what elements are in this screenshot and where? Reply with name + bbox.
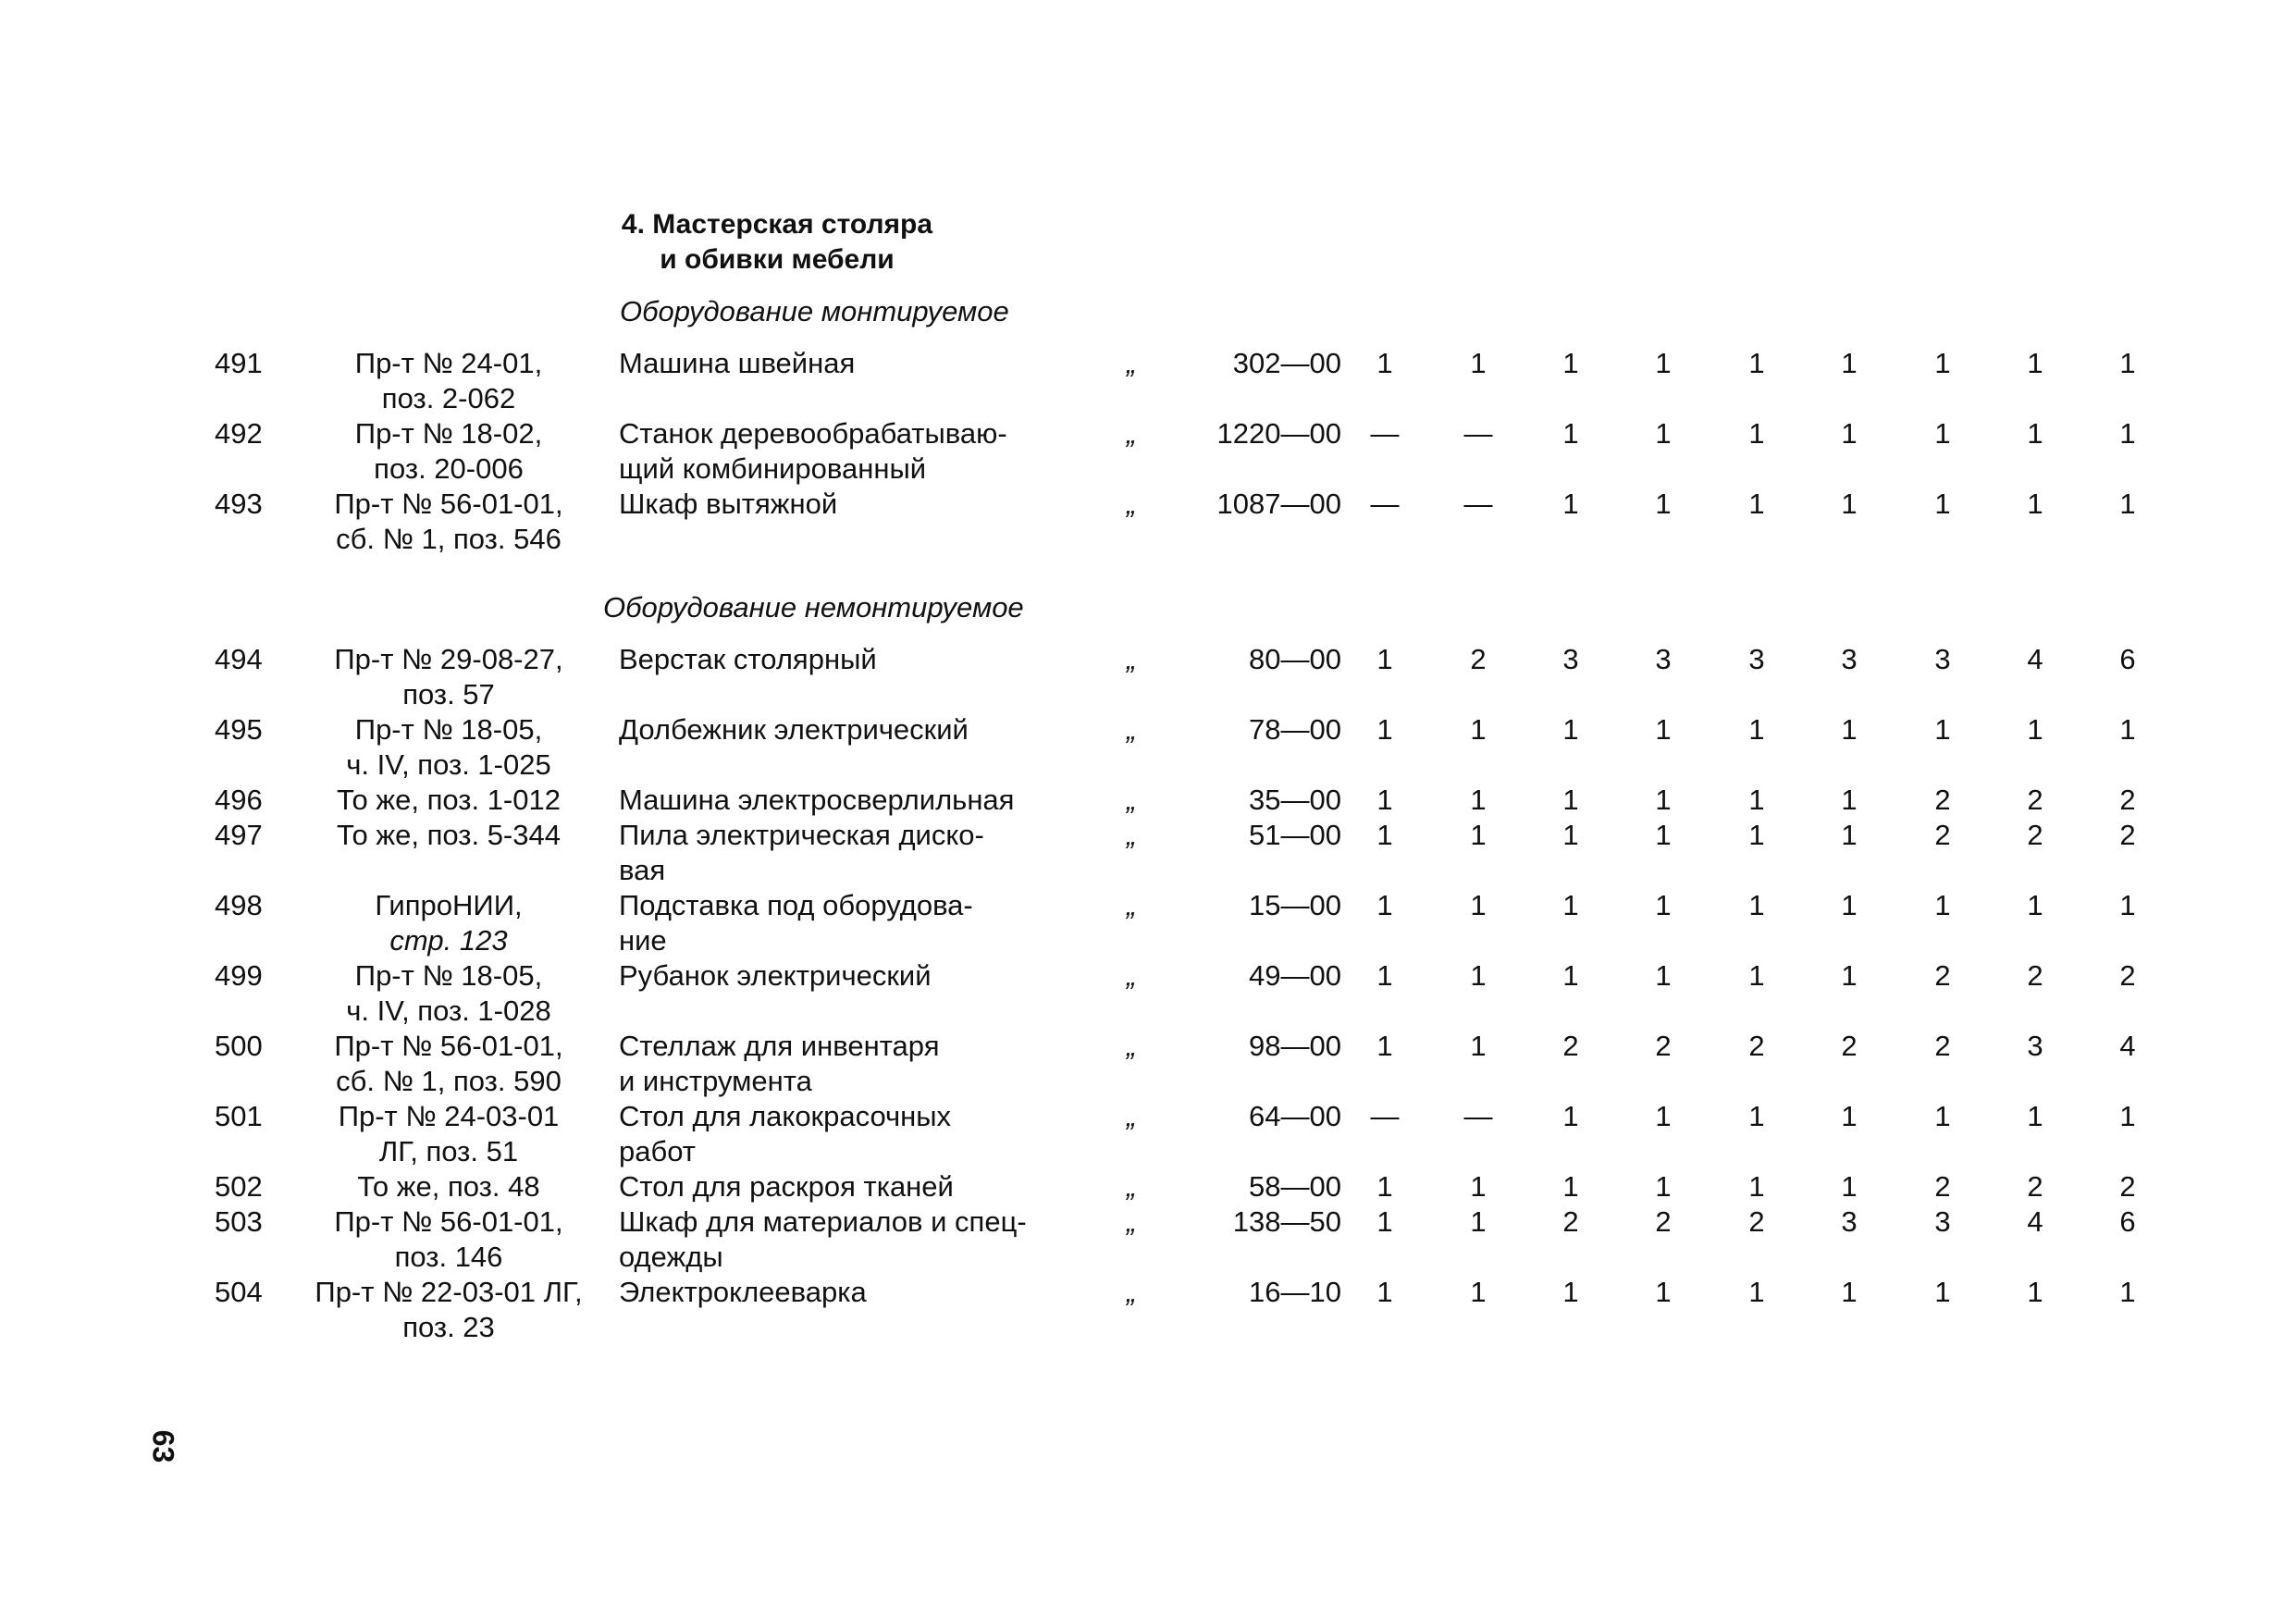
name-line: работ xyxy=(619,1135,696,1167)
row-quantity: — xyxy=(1370,1100,1400,1132)
row-reference xyxy=(296,1204,601,1275)
table-row xyxy=(0,958,2296,1029)
reference-line: Пр-т № 24-01, xyxy=(354,347,543,379)
row-reference xyxy=(296,712,601,783)
reference-line: Пр-т № 29-08-27, xyxy=(334,643,563,675)
reference-line: стр. 123 xyxy=(389,924,508,957)
row-quantity: 2 xyxy=(2027,1170,2043,1203)
row-quantity: 1 xyxy=(1562,889,1579,921)
row-quantity: 1 xyxy=(1748,1276,1765,1308)
row-quantity: 1 xyxy=(1562,784,1579,816)
row-quantity: 1 xyxy=(1655,959,1672,992)
name-line: Стол для лакокрасочных xyxy=(619,1100,952,1132)
table-row xyxy=(0,487,2296,557)
row-name xyxy=(619,416,1063,487)
row-quantity: 3 xyxy=(1562,643,1579,675)
reference-line: сб. № 1, поз. 546 xyxy=(336,523,562,555)
row-quantity: 2 xyxy=(1934,784,1951,816)
name-line: Станок деревообрабатываю- xyxy=(619,417,1007,450)
row-quantity: 2 xyxy=(1470,643,1487,675)
row-number: 501 xyxy=(215,1100,263,1132)
row-quantity: 1 xyxy=(1934,417,1951,450)
name-line: одежды xyxy=(619,1241,723,1273)
row-quantity: 2 xyxy=(1562,1030,1579,1062)
row-quantity: 2 xyxy=(1934,959,1951,992)
row-quantity: 1 xyxy=(1748,1100,1765,1132)
row-quantity: 1 xyxy=(1376,889,1393,921)
row-quantity: 1 xyxy=(1934,1100,1951,1132)
name-line: Рубанок электрический xyxy=(619,959,932,992)
row-quantity: 1 xyxy=(1470,889,1487,921)
row-quantity: 1 xyxy=(1655,347,1672,379)
row-quantity: 1 xyxy=(1841,1100,1858,1132)
row-quantity: 1 xyxy=(1376,713,1393,746)
row-reference xyxy=(296,642,601,712)
reference-line: Пр-т № 18-02, xyxy=(354,417,543,450)
row-reference xyxy=(296,487,601,557)
row-price: 1087—00 xyxy=(1216,488,1341,520)
row-reference xyxy=(296,818,601,853)
row-quantity: 1 xyxy=(1376,1276,1393,1308)
row-name xyxy=(619,642,1063,677)
row-name xyxy=(619,783,1063,818)
reference-line: поз. 23 xyxy=(402,1311,495,1343)
row-unit-mark: „ xyxy=(1126,1030,1137,1062)
row-quantity: — xyxy=(1463,1100,1493,1132)
row-quantity: 1 xyxy=(1376,643,1393,675)
row-unit-mark: „ xyxy=(1126,1205,1137,1238)
table-row xyxy=(0,712,2296,783)
row-reference xyxy=(296,346,601,416)
row-quantity: 3 xyxy=(1934,643,1951,675)
name-line: Шкаф для материалов и спец- xyxy=(619,1205,1027,1238)
row-quantity: 3 xyxy=(1748,643,1765,675)
row-quantity: 1 xyxy=(2119,417,2136,450)
row-reference xyxy=(296,783,601,818)
row-quantity: 1 xyxy=(1562,1170,1579,1203)
row-quantity: 1 xyxy=(1376,819,1393,851)
row-quantity: 1 xyxy=(1748,1170,1765,1203)
row-name xyxy=(619,888,1063,958)
row-quantity: 2 xyxy=(1748,1030,1765,1062)
table-row xyxy=(0,1275,2296,1345)
row-quantity: 1 xyxy=(1841,784,1858,816)
row-quantity: 1 xyxy=(1562,347,1579,379)
row-reference xyxy=(296,1275,601,1345)
row-quantity: 1 xyxy=(2119,713,2136,746)
row-name xyxy=(619,818,1063,888)
row-quantity: 2 xyxy=(2027,784,2043,816)
row-quantity: 1 xyxy=(1655,488,1672,520)
row-quantity: 4 xyxy=(2027,1205,2043,1238)
row-quantity: 1 xyxy=(2119,488,2136,520)
row-unit-mark: „ xyxy=(1126,417,1137,450)
row-quantity: 1 xyxy=(2119,889,2136,921)
row-quantity: 1 xyxy=(1562,713,1579,746)
row-unit-mark: „ xyxy=(1126,713,1137,746)
row-reference xyxy=(296,888,601,958)
row-name xyxy=(619,1029,1063,1099)
row-price: 58—00 xyxy=(1249,1170,1341,1203)
row-price: 49—00 xyxy=(1249,959,1341,992)
reference-line: ч. IV, поз. 1-025 xyxy=(346,748,551,781)
row-price: 64—00 xyxy=(1249,1100,1341,1132)
row-quantity: 1 xyxy=(1841,713,1858,746)
row-quantity: 1 xyxy=(1934,713,1951,746)
reference-line: То же, поз. 5-344 xyxy=(337,819,561,851)
row-number: 499 xyxy=(215,959,263,992)
row-name xyxy=(619,1169,1063,1204)
row-unit-mark: „ xyxy=(1126,784,1137,816)
row-price: 302—00 xyxy=(1232,347,1341,379)
row-quantity: 1 xyxy=(1841,1170,1858,1203)
row-quantity: 1 xyxy=(1562,819,1579,851)
row-reference xyxy=(296,1169,601,1204)
row-number: 497 xyxy=(215,819,263,851)
row-name xyxy=(619,487,1063,522)
row-quantity: 3 xyxy=(1841,643,1858,675)
reference-line: ГипроНИИ, xyxy=(375,889,523,921)
row-quantity: 1 xyxy=(2027,1276,2043,1308)
row-quantity: 1 xyxy=(1470,713,1487,746)
row-unit-mark: „ xyxy=(1126,959,1137,992)
row-price: 78—00 xyxy=(1249,713,1341,746)
row-quantity: 1 xyxy=(1934,889,1951,921)
row-quantity: 1 xyxy=(1748,819,1765,851)
row-number: 504 xyxy=(215,1276,263,1308)
name-line: ние xyxy=(619,924,667,957)
table-row xyxy=(0,1029,2296,1099)
row-price: 80—00 xyxy=(1249,643,1341,675)
row-reference xyxy=(296,1029,601,1099)
name-line: Подставка под оборудова- xyxy=(619,889,973,921)
row-quantity: 1 xyxy=(1655,417,1672,450)
row-price: 16—10 xyxy=(1249,1276,1341,1308)
row-quantity: 1 xyxy=(1748,488,1765,520)
row-quantity: 1 xyxy=(1470,347,1487,379)
row-quantity: 1 xyxy=(1748,347,1765,379)
row-quantity: 1 xyxy=(1562,1276,1579,1308)
row-name xyxy=(619,346,1063,381)
row-quantity: 2 xyxy=(2119,784,2136,816)
reference-line: поз. 146 xyxy=(394,1241,503,1273)
row-unit-mark: „ xyxy=(1126,488,1137,520)
row-number: 492 xyxy=(215,417,263,450)
table-row xyxy=(0,346,2296,416)
row-quantity: 1 xyxy=(1841,1276,1858,1308)
row-quantity: 1 xyxy=(1841,889,1858,921)
row-quantity: 1 xyxy=(1655,889,1672,921)
reference-line: То же, поз. 1-012 xyxy=(337,784,561,816)
name-line: Долбежник электрический xyxy=(619,713,969,746)
row-quantity: 1 xyxy=(1748,959,1765,992)
group-heading-unmounted: Оборудование немонтируемое xyxy=(603,591,1024,624)
row-quantity: 3 xyxy=(1655,643,1672,675)
row-quantity: 1 xyxy=(1470,1276,1487,1308)
row-quantity: 2 xyxy=(1934,819,1951,851)
name-line: Машина электросверлильная xyxy=(619,784,1015,816)
row-number: 494 xyxy=(215,643,263,675)
page-number: 63 xyxy=(146,1429,180,1464)
row-quantity: 1 xyxy=(1841,488,1858,520)
table-row xyxy=(0,642,2296,712)
row-price: 51—00 xyxy=(1249,819,1341,851)
row-quantity: 2 xyxy=(2027,819,2043,851)
name-line: Стол для раскроя тканей xyxy=(619,1170,954,1203)
row-quantity: 3 xyxy=(2027,1030,2043,1062)
name-line: и инструмента xyxy=(619,1065,812,1097)
row-quantity: 1 xyxy=(1376,784,1393,816)
row-quantity: 1 xyxy=(1562,488,1579,520)
reference-line: поз. 57 xyxy=(402,678,495,710)
row-quantity: 1 xyxy=(1841,819,1858,851)
name-line: Машина швейная xyxy=(619,347,856,379)
row-unit-mark: „ xyxy=(1126,1170,1137,1203)
table-row xyxy=(0,1099,2296,1169)
row-number: 503 xyxy=(215,1205,263,1238)
table-row xyxy=(0,888,2296,958)
row-quantity: 1 xyxy=(1376,1205,1393,1238)
name-line: Шкаф вытяжной xyxy=(619,488,838,520)
row-number: 496 xyxy=(215,784,263,816)
group-heading-mounted: Оборудование монтируемое xyxy=(620,295,1009,327)
row-quantity: 1 xyxy=(1655,1276,1672,1308)
row-quantity: 2 xyxy=(1748,1205,1765,1238)
row-quantity: 1 xyxy=(2027,889,2043,921)
row-quantity: 2 xyxy=(1934,1030,1951,1062)
row-name xyxy=(619,1275,1063,1310)
row-quantity: — xyxy=(1463,417,1493,450)
row-name xyxy=(619,1204,1063,1275)
row-quantity: 1 xyxy=(1655,1100,1672,1132)
row-unit-mark: „ xyxy=(1126,819,1137,851)
row-quantity: 6 xyxy=(2119,1205,2136,1238)
row-quantity: — xyxy=(1463,488,1493,520)
row-quantity: 1 xyxy=(1470,959,1487,992)
row-quantity: 1 xyxy=(2027,347,2043,379)
row-unit-mark: „ xyxy=(1126,1100,1137,1132)
row-quantity: 1 xyxy=(1470,1030,1487,1062)
row-quantity: — xyxy=(1370,488,1400,520)
row-price: 35—00 xyxy=(1249,784,1341,816)
row-number: 500 xyxy=(215,1030,263,1062)
row-quantity: 1 xyxy=(1470,1205,1487,1238)
row-quantity: 1 xyxy=(1376,347,1393,379)
reference-line: сб. № 1, поз. 590 xyxy=(336,1065,562,1097)
table-row xyxy=(0,1204,2296,1275)
row-name xyxy=(619,712,1063,747)
row-unit-mark: „ xyxy=(1126,1276,1137,1308)
reference-line: Пр-т № 18-05, xyxy=(354,713,543,746)
name-line: Электроклееварка xyxy=(619,1276,867,1308)
table-row xyxy=(0,416,2296,487)
row-quantity: 1 xyxy=(1376,1030,1393,1062)
row-price: 1220—00 xyxy=(1216,417,1341,450)
reference-line: поз. 20-006 xyxy=(374,452,524,485)
section-title-line-1: 4. Мастерская столяра xyxy=(621,209,933,240)
row-quantity: 1 xyxy=(2027,488,2043,520)
row-quantity: 1 xyxy=(2119,347,2136,379)
reference-line: ЛГ, поз. 51 xyxy=(378,1135,519,1167)
row-unit-mark: „ xyxy=(1126,889,1137,921)
reference-line: То же, поз. 48 xyxy=(357,1170,540,1203)
table-row xyxy=(0,818,2296,888)
row-quantity: 1 xyxy=(1841,959,1858,992)
row-quantity: 1 xyxy=(1748,713,1765,746)
row-price: 15—00 xyxy=(1249,889,1341,921)
row-quantity: 1 xyxy=(2027,713,2043,746)
name-line: Стеллаж для инвентаря xyxy=(619,1030,940,1062)
row-number: 502 xyxy=(215,1170,263,1203)
row-quantity: 1 xyxy=(1655,784,1672,816)
row-quantity: 1 xyxy=(1748,417,1765,450)
row-quantity: 1 xyxy=(1562,1100,1579,1132)
row-number: 495 xyxy=(215,713,263,746)
row-quantity: 3 xyxy=(1934,1205,1951,1238)
row-quantity: 2 xyxy=(1655,1030,1672,1062)
row-quantity: 2 xyxy=(2119,1170,2136,1203)
row-unit-mark: „ xyxy=(1126,347,1137,379)
row-quantity: 2 xyxy=(1841,1030,1858,1062)
reference-line: Пр-т № 22-03-01 ЛГ, xyxy=(315,1276,583,1308)
row-price: 138—50 xyxy=(1232,1205,1341,1238)
row-quantity: 1 xyxy=(1376,1170,1393,1203)
row-quantity: 1 xyxy=(1562,959,1579,992)
name-line: Пила электрическая диско- xyxy=(619,819,984,851)
row-quantity: 1 xyxy=(1841,347,1858,379)
row-name xyxy=(619,1099,1063,1169)
row-quantity: 1 xyxy=(1748,889,1765,921)
row-unit-mark: „ xyxy=(1126,643,1137,675)
reference-line: Пр-т № 56-01-01, xyxy=(334,488,563,520)
name-line: Верстак столярный xyxy=(619,643,877,675)
row-quantity: 1 xyxy=(1470,819,1487,851)
row-quantity: 4 xyxy=(2119,1030,2136,1062)
row-quantity: 2 xyxy=(1562,1205,1579,1238)
section-title xyxy=(592,207,962,278)
row-quantity: 2 xyxy=(1934,1170,1951,1203)
row-quantity: 1 xyxy=(1655,1170,1672,1203)
row-quantity: 1 xyxy=(1655,713,1672,746)
row-quantity: 1 xyxy=(2119,1100,2136,1132)
name-line: вая xyxy=(619,854,666,886)
row-quantity: 1 xyxy=(2027,1100,2043,1132)
row-name xyxy=(619,958,1063,994)
row-quantity: 6 xyxy=(2119,643,2136,675)
row-quantity: 1 xyxy=(1748,784,1765,816)
row-number: 498 xyxy=(215,889,263,921)
row-quantity: 1 xyxy=(2119,1276,2136,1308)
row-quantity: 4 xyxy=(2027,643,2043,675)
row-reference xyxy=(296,958,601,1029)
name-line: щий комбинированный xyxy=(619,452,927,485)
row-reference xyxy=(296,416,601,487)
row-quantity: 2 xyxy=(1655,1205,1672,1238)
row-reference xyxy=(296,1099,601,1169)
section-title-line-2: и обивки мебели xyxy=(660,244,895,275)
row-quantity: 1 xyxy=(1470,1170,1487,1203)
row-quantity: 1 xyxy=(1562,417,1579,450)
row-number: 491 xyxy=(215,347,263,379)
reference-line: Пр-т № 24-03-01 xyxy=(338,1100,560,1132)
row-price: 98—00 xyxy=(1249,1030,1341,1062)
row-quantity: 1 xyxy=(1934,347,1951,379)
reference-line: Пр-т № 56-01-01, xyxy=(334,1205,563,1238)
reference-line: поз. 2-062 xyxy=(381,382,516,414)
row-quantity: — xyxy=(1370,417,1400,450)
row-quantity: 2 xyxy=(2119,819,2136,851)
row-quantity: 1 xyxy=(1934,1276,1951,1308)
row-quantity: 1 xyxy=(1841,417,1858,450)
row-quantity: 1 xyxy=(1376,959,1393,992)
row-quantity: 2 xyxy=(2119,959,2136,992)
reference-line: Пр-т № 18-05, xyxy=(354,959,543,992)
row-quantity: 1 xyxy=(1934,488,1951,520)
reference-line: ч. IV, поз. 1-028 xyxy=(346,994,551,1027)
row-quantity: 1 xyxy=(2027,417,2043,450)
row-quantity: 3 xyxy=(1841,1205,1858,1238)
row-quantity: 2 xyxy=(2027,959,2043,992)
row-quantity: 1 xyxy=(1470,784,1487,816)
row-number: 493 xyxy=(215,488,263,520)
reference-line: Пр-т № 56-01-01, xyxy=(334,1030,563,1062)
row-quantity: 1 xyxy=(1655,819,1672,851)
